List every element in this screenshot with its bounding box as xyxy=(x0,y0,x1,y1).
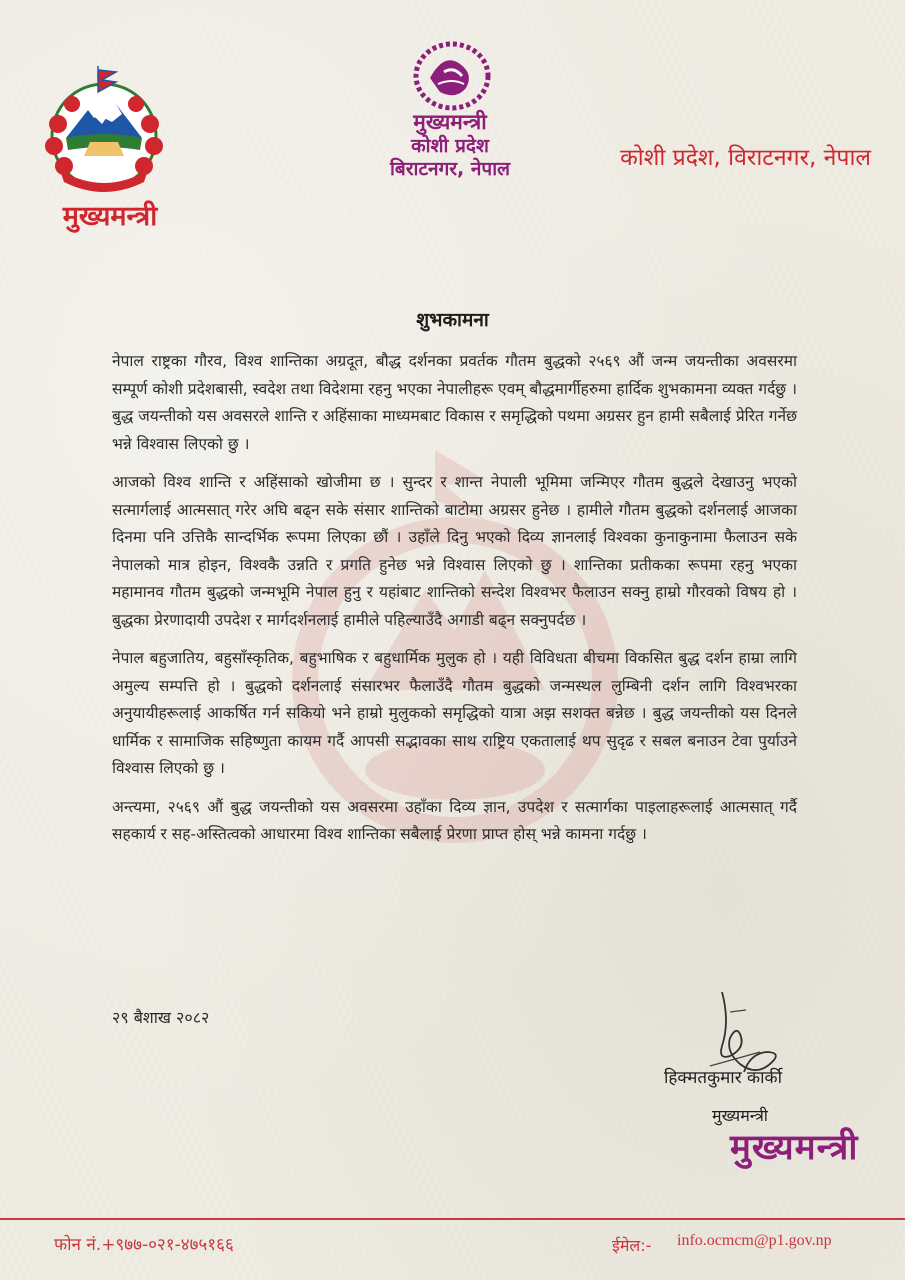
signer-title: मुख्यमन्त्री xyxy=(712,1106,768,1125)
footer-email-label: ईमेल:- xyxy=(612,1236,652,1255)
office-heading xyxy=(360,110,540,181)
footer-email[interactable]: info.ocmcm@p1.gov.np xyxy=(677,1232,832,1249)
signer-name: हिक्मतकुमार कार्की xyxy=(664,1068,782,1088)
paragraph: अन्त्यमा, २५६९ औं बुद्ध जयन्तीको यस अवसरमा उहाँका दिव्य ज्ञान, उपदेश र सत्मार्गका पाइलाहरूलाई आत्मसात् गर्दै सहकार्य र सह-अस्तित्वको आधारमा विश्व शान्तिका सबैलाई प्रेरणा प्राप्त होस् भन्ने कामना गर्दछु । xyxy=(112,797,797,843)
header-address: कोशी प्रदेश, विराटनगर, नेपाल xyxy=(620,145,871,171)
chief-minister-office-logo-icon xyxy=(404,38,500,114)
office-line-3: बिराटनगर, नेपाल xyxy=(389,157,511,180)
letter-body xyxy=(112,348,797,860)
office-line-2: कोशी प्रदेश xyxy=(411,135,489,158)
paragraph: आजको विश्व शान्ति र अहिंसाको खोजीमा छ । सुन्दर र शान्त नेपाली भूमिमा जन्मिएर गौतम बुद्धले देखाउनु भएको सत्मार्गलाई आत्मसात् गरेर अघि बढ्न सके संसार शान्तिको बाटोमा अग्रसर हुनेछ । हामीले गौतम बुद्धको दर्शनलाई आजका दिनमा पनि उत्तिकै सान्दर्भिक रूपमा लिएका छौं । उहाँले दिनु भएको दिव्य ज्ञानलाई विश्वका कुनाकुनामा फैलाउन सके नेपालको मात्र होइन, विश्वकै उन्नति र प्रगति हुनेछ भन्ने विश्वास लिएको छु । शान्तिका प्रतीकका रूपमा रहनु भएका महामानव गौतम बुद्धको जन्मभूमि नेपाल हुनु र यहांबाट शान्तिको सन्देश विश्वभर फैलाउन सक्नु हाम्रो गौरवको विषय हो । बुद्धका प्रेरणादायी उपदेश र मार्गदर्शनलाई हामीले पहिल्याउँदै अगाडी बढ्न सक्नुपर्दछ । xyxy=(112,473,797,629)
letter-date: २९ बैशाख २०८२ xyxy=(112,1008,210,1027)
office-line-1: मुख्यमन्त्री xyxy=(413,110,487,134)
paragraph: नेपाल बहुजातिय, बहुसाँस्कृतिक, बहुभाषिक र बहुधार्मिक मुलुक हो । यही विविधता बीचमा विकसित बुद्ध दर्शन हाम्रा लागि अमुल्य सम्पत्ति हो । बुद्धको दर्शनलाई संसारभर फैलाउँदै गौतम बुद्धको जन्मस्थल लुम्बिनी दर्शन लागि विश्वभरका अनुयायीहरूलाई आकर्षित गर्न सकियो भने हाम्रो मुलुकको समृद्धिको यात्रा अझ सशक्त बन्नेछ । बुद्ध जयन्तीको यस दिनले धार्मिक र सामाजिक सहिष्णुता कायम गर्दै आपसी सद्भावका साथ राष्ट्रिय एकतालाई थप सुदृढ र सबल बनाउन टेवा पुर्याउने विश्वास लिएको छु । xyxy=(112,649,797,777)
emblem-title: मुख्यमन्त्री xyxy=(62,201,158,232)
footer-divider xyxy=(0,1218,905,1220)
document-title: शुभकामना xyxy=(416,309,489,331)
paragraph: नेपाल राष्ट्रका गौरव, विश्व शान्तिका अग्रदूत, बौद्ध दर्शनका प्रवर्तक गौतम बुद्धको २५६९ औं जन्म जयन्तीका अवसरमा सम्पूर्ण कोशी प्रदेशबासी, स्वदेश तथा विदेशमा रहनु भएका नेपालीहरू एवम् बौद्धमार्गीहरुमा हार्दिक शुभकामना व्यक्त गर्दछु । बुद्ध जयन्तीको यस अवसरले शान्ति र अहिंसाका माध्यमबाट विकास र समृद्धिको पथमा अग्रसर हुन हामी सबैलाई प्रेरित गर्नेछ भन्ने विश्वास लिएको छु । xyxy=(112,352,797,453)
nepal-emblem-icon xyxy=(36,66,172,194)
seal-stamp-text: मुख्यमन्त्री xyxy=(730,1128,859,1168)
footer-phone: फोन नं.+९७७-०२१-४७५१६६ xyxy=(54,1235,234,1255)
